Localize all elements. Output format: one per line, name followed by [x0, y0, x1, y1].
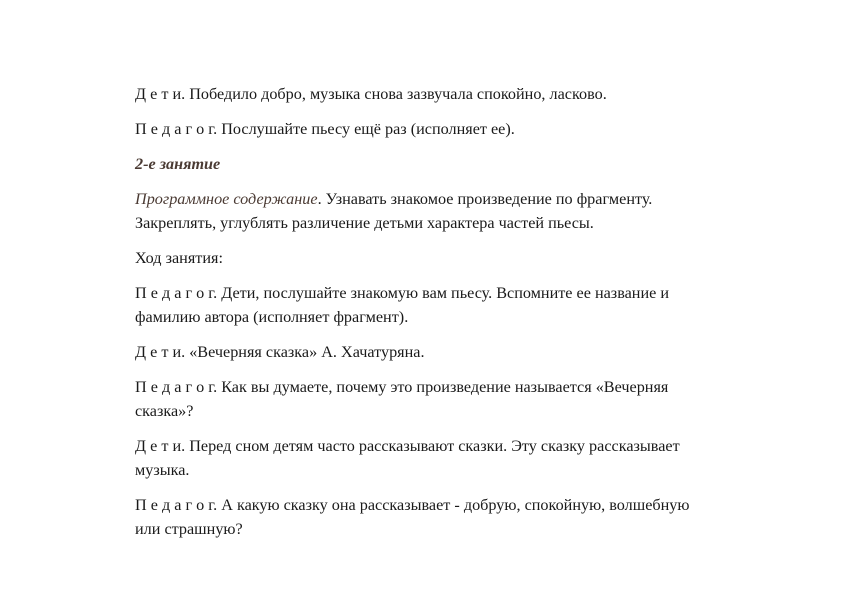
- paragraph-teacher-4: [135, 493, 775, 541]
- text-line: Закреплять, углублять различение детьми характера частей пьесы.: [135, 214, 594, 232]
- paragraph-teacher-2: [135, 281, 775, 329]
- paragraph-teacher-3: [135, 375, 775, 423]
- text-line: музыка.: [135, 461, 190, 479]
- text-line: фамилию автора (исполняет фрагмент).: [135, 308, 409, 326]
- text-line: Д е т и. «Вечерняя сказка» А. Хачатуряна.: [135, 343, 425, 361]
- text-line: П е д а г о г. Как вы думаете, почему это произведение называется «Вечерняя: [135, 378, 669, 396]
- text-line: Ход занятия:: [135, 249, 223, 267]
- text-line: . Узнавать знакомое произведение по фрагменту.: [317, 190, 653, 208]
- text-line: П е д а г о г. А какую сказку она рассказывает - добрую, спокойную, волшебную: [135, 496, 690, 514]
- program-content-label: Программное содержание: [135, 190, 318, 208]
- text-line: сказка»?: [135, 402, 194, 420]
- paragraph-children-2: [135, 340, 775, 364]
- paragraph-children-1: [135, 82, 775, 106]
- section-heading: [135, 152, 775, 176]
- paragraph-lesson-progress: [135, 246, 775, 270]
- text-line: Д е т и. Перед сном детям часто рассказывают сказки. Эту сказку рассказывает: [135, 437, 680, 455]
- text-line: Д е т и. Победило добро, музыка снова зазвучала спокойно, ласково.: [135, 85, 607, 103]
- text-line: П е д а г о г. Послушайте пьесу ещё раз (исполняет ее).: [135, 120, 515, 138]
- paragraph-teacher-1: [135, 117, 775, 141]
- paragraph-program-content: [135, 187, 775, 235]
- text-line: П е д а г о г. Дети, послушайте знакомую вам пьесу. Вспомните ее название и: [135, 284, 670, 302]
- paragraph-children-3: [135, 434, 775, 482]
- document-page: [135, 82, 775, 552]
- text-line: или страшную?: [135, 520, 243, 538]
- lesson-heading: 2-е занятие: [135, 155, 221, 173]
